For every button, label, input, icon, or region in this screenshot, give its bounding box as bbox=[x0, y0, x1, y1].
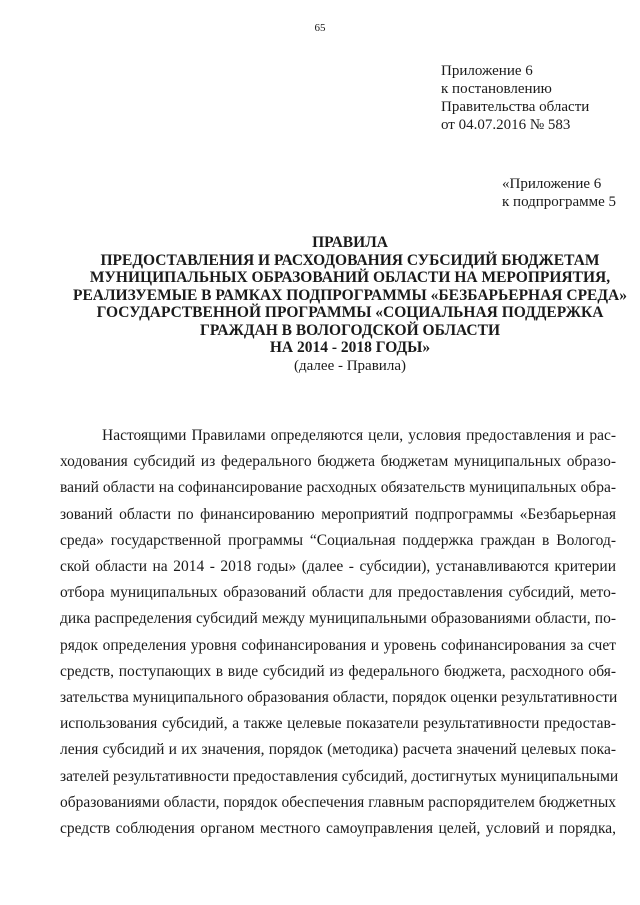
body-paragraph bbox=[60, 423, 619, 842]
title-note: (далее - Правила) bbox=[294, 357, 406, 374]
body-line: ходования субсидий из федерального бюджета бюджетам муниципальных образо- bbox=[60, 453, 616, 471]
body-line: дика распределения субсидий между муниципальными образованиями области, по- bbox=[60, 610, 616, 628]
title-line: ГРАЖДАН В ВОЛОГОДСКОЙ ОБЛАСТИ bbox=[199, 321, 501, 339]
appendix-line: к постановлению bbox=[441, 81, 552, 97]
body-line: отбора муниципальных образований области для предоставления субсидий, мето- bbox=[60, 584, 616, 602]
body-line: Настоящими Правилами определяются цели, условия предоставления и рас- bbox=[102, 427, 616, 444]
sub-appendix-reference bbox=[502, 175, 616, 211]
page-number: 65 bbox=[314, 22, 326, 34]
appendix-reference bbox=[441, 62, 589, 134]
sub-appendix-line: к подпрограмме 5 bbox=[502, 194, 616, 210]
body-line: использования субсидий, а также целевые показатели результативности предостав- bbox=[60, 715, 616, 733]
body-line: средств соблюдения органом местного самоуправления целей, условий и порядка, bbox=[60, 820, 616, 838]
body-line: образованиями области, порядок обеспечения главным распорядителем бюджетных bbox=[60, 793, 616, 811]
body-line: зательства муниципального образования области, порядок оценки результативности bbox=[60, 689, 618, 707]
body-line: ваний области на софинансирование расходных обязательств муниципальных обра- bbox=[60, 479, 616, 497]
body-line: средств, поступающих в виде субсидий из федерального бюджета, расходного обя- bbox=[60, 662, 616, 680]
appendix-line: от 04.07.2016 № 583 bbox=[441, 117, 571, 133]
body-line: рядок определения уровня софинансирования и уровень софинансирования за счет bbox=[60, 636, 616, 654]
title-line: ПРАВИЛА bbox=[312, 234, 388, 251]
appendix-line: Приложение 6 bbox=[441, 63, 533, 79]
document-title bbox=[70, 234, 630, 375]
body-line: зателей результативности предоставления субсидий, достигнутых муниципальными bbox=[60, 767, 619, 785]
title-line: МУНИЦИПАЛЬНЫХ ОБРАЗОВАНИЙ ОБЛАСТИ НА МЕРОПРИЯТИЯ, bbox=[89, 269, 611, 286]
title-line: ГОСУДАРСТВЕННОЙ ПРОГРАММЫ «СОЦИАЛЬНАЯ ПОДДЕРЖКА bbox=[96, 304, 604, 321]
title-line: РЕАЛИЗУЕМЫЕ В РАМКАХ ПОДПРОГРАММЫ «БЕЗБАРЬЕРНАЯ СРЕДА» bbox=[73, 286, 627, 304]
body-line: ления субсидий и их значения, порядок (методика) расчета значений целевых пока- bbox=[60, 741, 616, 759]
body-line: зований области по финансированию мероприятий подпрограммы «Безбарьерная bbox=[60, 505, 616, 523]
sub-appendix-line: «Приложение 6 bbox=[502, 176, 602, 192]
appendix-line: Правительства области bbox=[441, 99, 590, 115]
title-line: ПРЕДОСТАВЛЕНИЯ И РАСХОДОВАНИЯ СУБСИДИЙ БЮДЖЕТАМ bbox=[100, 251, 600, 269]
title-line: НА 2014 - 2018 ГОДЫ» bbox=[269, 339, 431, 356]
body-line: ской области на 2014 - 2018 годы» (далее - субсидии), устанавливаются критерии bbox=[60, 558, 616, 576]
body-line: среда» государственной программы “Социальная поддержка граждан в Вологод- bbox=[60, 531, 616, 549]
